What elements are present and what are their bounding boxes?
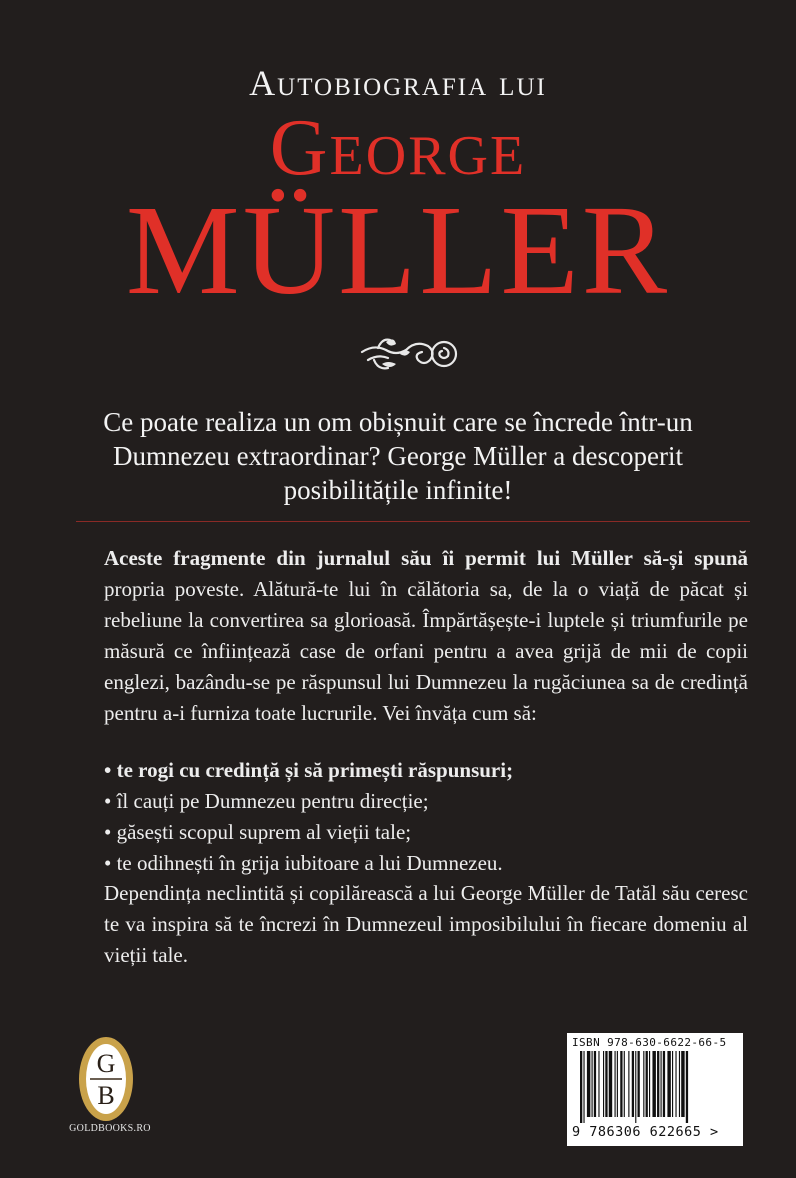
list-item: • te odihnești în grija iubitoare a lui Dumnezeu. [104, 851, 503, 875]
barcode-bar [615, 1051, 616, 1117]
barcode-bar [605, 1051, 607, 1117]
barcode-bar [686, 1051, 688, 1123]
description-lead: Aceste fragmente din jurnalul său îi permit lui Müller să-și spună [104, 546, 748, 570]
barcode-bar [603, 1051, 604, 1117]
list-item: • găsești scopul suprem al vieții tale; [104, 820, 412, 844]
title-last-name: MÜLLER [125, 179, 671, 321]
list-item: • îl cauți pe Dumnezeu pentru direcție; [104, 789, 429, 813]
divider-line [76, 521, 750, 522]
barcode-bar [635, 1051, 636, 1123]
description-paragraph-1 [104, 543, 748, 729]
barcode-bar [617, 1051, 618, 1117]
barcode-bar [661, 1051, 662, 1117]
barcode-bar [598, 1051, 599, 1117]
publisher-name: GOLDBOOKS.RO [69, 1123, 151, 1134]
supertitle: Autobiografia lui [249, 63, 547, 103]
barcode-bar [643, 1051, 644, 1117]
barcode-bar [649, 1051, 650, 1117]
description-rest: propria poveste. Alătură-te lui în călătoria sa, de la o viață de păcat și rebeliune la convertirea sa glorioasă. Împărtășește-i luptele și triumfurile pe măsură ce înființează case de orfani pentru a avea grijă de mii de copii englezi, bazându-se pe răspunsul lui Dumnezeu la rugăciunea sa de credință pentru a-i furniza toate lucrurile. Vei învăța cum să: [104, 577, 748, 725]
barcode-bar [609, 1051, 612, 1117]
logo-letter-bottom: B [97, 1081, 115, 1110]
barcode-bar [672, 1051, 673, 1117]
list-item: • te rogi cu credință și să primești răspunsuri; [104, 758, 514, 782]
title-first-name: George [269, 104, 527, 192]
description-paragraph-2: Dependința neclintită și copilărească a lui George Müller de Tatăl său ceresc te va inspira să te încrezi în Dumnezeul imposibilului în fiecare domeniu al vieții tale. [104, 881, 748, 967]
barcode-bar [620, 1051, 622, 1117]
barcode-bar [657, 1051, 659, 1117]
barcode-bars [572, 1051, 738, 1123]
publisher-logo-icon [76, 1034, 136, 1124]
barcode-bar [628, 1051, 629, 1117]
isbn-label: ISBN 978-630-6622-66-5 [572, 1036, 727, 1049]
benefits-list [104, 755, 704, 879]
barcode-bar [592, 1051, 593, 1117]
isbn-digits: 9 786306 622665 > [572, 1124, 719, 1140]
barcode-bar [594, 1051, 596, 1117]
isbn-barcode [567, 1033, 743, 1146]
barcode-bar [587, 1051, 590, 1117]
barcode-bar [667, 1051, 670, 1117]
barcode-bar [681, 1051, 684, 1117]
barcode-bar [646, 1051, 648, 1117]
tagline: Ce poate realiza un om obișnuit care se încrede într-un Dumnezeu extraordinar? George Müller a descoperit posibilitățile infinite! [103, 407, 693, 505]
barcode-bar [638, 1051, 640, 1117]
logo-letter-top: G [96, 1049, 116, 1078]
barcode-bar [652, 1051, 655, 1117]
barcode-bar [624, 1051, 625, 1117]
flourish-ornament-icon [356, 330, 464, 378]
barcode-bar [675, 1051, 676, 1117]
barcode-bar [580, 1051, 582, 1123]
barcode-bar [583, 1051, 584, 1123]
barcode-bar [663, 1051, 665, 1117]
barcode-bar [679, 1051, 680, 1117]
barcode-bar [632, 1051, 634, 1117]
